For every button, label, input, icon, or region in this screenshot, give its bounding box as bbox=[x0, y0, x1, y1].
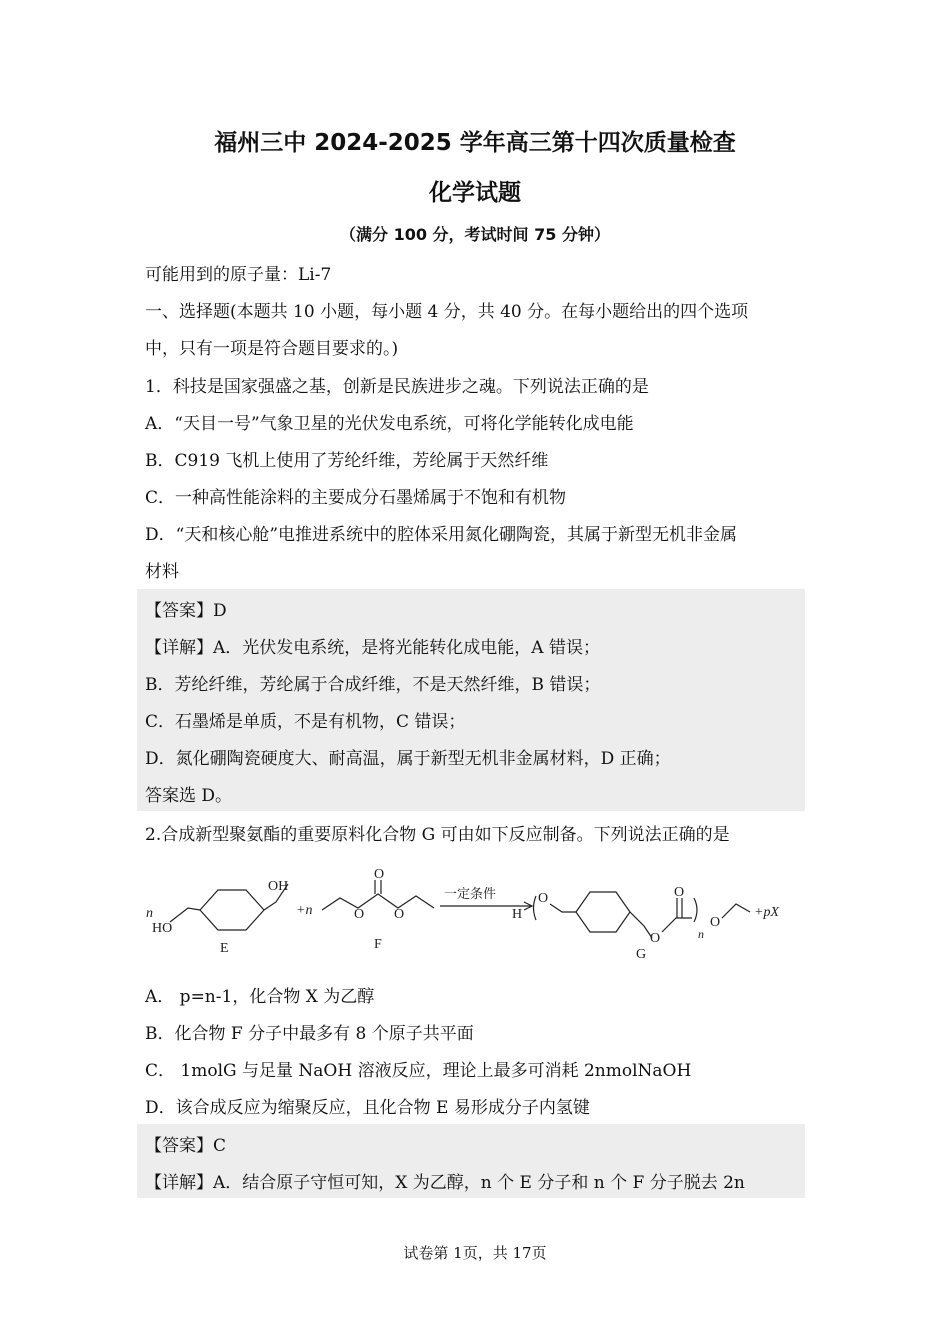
scheme-h-label: H bbox=[512, 907, 523, 922]
scheme-f-carbonyl-o: O bbox=[374, 868, 385, 882]
q1-explanation-line2: B．芳纶纤维，芳纶属于合成纤维，不是天然纤维，B 错误； bbox=[145, 675, 601, 695]
scheme-g-o3: O bbox=[674, 885, 685, 900]
scheme-g-o1: O bbox=[538, 891, 549, 906]
q1-option-b: B．C919 飞机上使用了芳纶纤维，芳纶属于天然纤维 bbox=[145, 451, 549, 471]
atomic-mass-line: 可能用到的原子量：Li-7 bbox=[145, 265, 332, 285]
section-heading-line2: 中，只有一项是符合题目要求的。) bbox=[145, 339, 399, 359]
q1-explanation-line5: 答案选 D。 bbox=[145, 786, 233, 806]
q2-option-b: B．化合物 F 分子中最多有 8 个原子共平面 bbox=[145, 1024, 474, 1044]
q1-option-d-line2: 材料 bbox=[145, 562, 179, 582]
scheme-f-label: F bbox=[374, 937, 382, 952]
q1-explanation-line3: C．石墨烯是单质，不是有机物，C 错误； bbox=[145, 712, 466, 732]
scheme-g-label: G bbox=[636, 947, 647, 962]
subject-title: 化学试题 bbox=[429, 180, 521, 206]
scheme-e-label: E bbox=[220, 941, 229, 956]
scheme-n-label: n bbox=[146, 906, 153, 921]
q2-answer: 【答案】C bbox=[145, 1136, 227, 1156]
scheme-g-o2: O bbox=[650, 931, 661, 946]
scheme-condition-label: 一定条件 bbox=[444, 886, 497, 901]
scheme-f-ester-o-left: O bbox=[354, 907, 365, 922]
scheme-ho-label: HO bbox=[152, 921, 173, 936]
reaction-scheme bbox=[140, 868, 800, 968]
q1-explanation-line1: 【详解】A．光伏发电系统，是将光能转化成电能，A 错误； bbox=[145, 638, 600, 658]
q1-option-a: A．“天目一号”气象卫星的光伏发电系统，可将化学能转化成电能 bbox=[145, 414, 634, 434]
q2-option-c: C． 1molG 与足量 NaOH 溶液反应，理论上最多可消耗 2nmolNaOH bbox=[145, 1061, 692, 1081]
q1-stem: 1．科技是国家强盛之基，创新是民族进步之魂。下列说法正确的是 bbox=[145, 377, 649, 397]
q2-explanation-line1: 【详解】A．结合原子守恒可知，X 为乙醇，n 个 E 分子和 n 个 F 分子脱去 2n bbox=[145, 1173, 745, 1193]
q1-explanation-line4: D．氮化硼陶瓷硬度大、耐高温，属于新型无机非金属材料，D 正确； bbox=[145, 749, 671, 769]
section-heading-line1: 一、选择题(本题共 10 小题，每小题 4 分，共 40 分。在每小题给出的四个选项 bbox=[145, 302, 749, 322]
scheme-plus-px-label: +pX bbox=[754, 905, 779, 920]
exam-info: （满分 100 分，考试时间 75 分钟） bbox=[340, 225, 610, 244]
exam-title: 福州三中 2024-2025 学年高三第十四次质量检查 bbox=[214, 130, 736, 156]
scheme-g-o4: O bbox=[710, 915, 721, 930]
q2-option-d: D．该合成反应为缩聚反应，且化合物 E 易形成分子内氢键 bbox=[145, 1098, 590, 1118]
scheme-plus-n-label: +n bbox=[296, 903, 313, 918]
scheme-f-ester-o-right: O bbox=[394, 907, 405, 922]
q1-option-d-line1: D．“天和核心舱”电推进系统中的腔体采用氮化硼陶瓷，其属于新型无机非金属 bbox=[145, 525, 738, 545]
q2-option-a: A． p=n-1，化合物 X 为乙醇 bbox=[145, 987, 375, 1007]
q2-stem: 2.合成新型聚氨酯的重要原料化合物 G 可由如下反应制备。下列说法正确的是 bbox=[145, 825, 730, 845]
q1-answer: 【答案】D bbox=[145, 601, 227, 621]
scheme-sub-n: n bbox=[698, 927, 704, 941]
scheme-oh-label: OH bbox=[268, 879, 289, 894]
q1-option-c: C．一种高性能涂料的主要成分石墨烯属于不饱和有机物 bbox=[145, 488, 567, 508]
q1-answer-panel bbox=[137, 589, 805, 811]
page-footer: 试卷第 1页，共 17页 bbox=[403, 1244, 547, 1262]
